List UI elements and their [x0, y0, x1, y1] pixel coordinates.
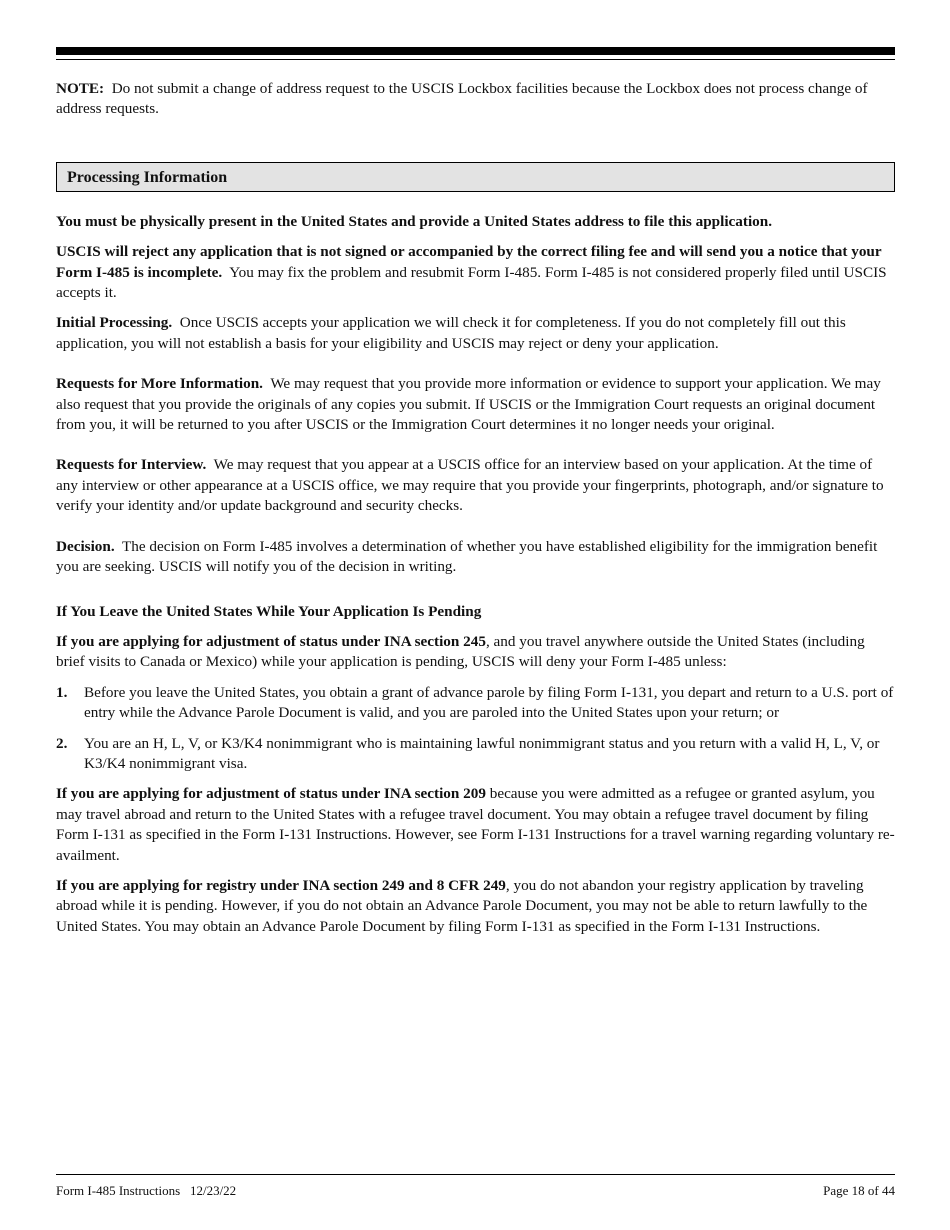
initial-processing-text: Once USCIS accepts your application we will check it for completeness. If you do not completely fill out this application, you will not establish a basis for your eligibility and USCIS may reject or deny your application.	[56, 314, 846, 352]
leave-us-heading: If You Leave the United States While Your Application Is Pending	[56, 602, 482, 620]
note-label: NOTE:	[56, 80, 105, 97]
list-item	[56, 683, 895, 724]
more-information-paragraph	[56, 374, 895, 435]
decision-label: Decision.	[56, 537, 115, 555]
footer-page-number: Page 18 of 44	[823, 1183, 895, 1198]
note-paragraph	[56, 79, 895, 120]
list-item-text: You are an H, L, V, or K3/K4 nonimmigrant who is maintaining lawful nonimmigrant status and you return with a valid H, L, V, or K3/K4 nonimmigrant visa.	[84, 734, 880, 772]
list-item-number: 1.	[56, 683, 68, 701]
leave-conditions-list	[56, 683, 895, 775]
note-text: Do not submit a change of address request to the USCIS Lockbox facilities because the Lockbox does not process change of address requests.	[56, 80, 868, 118]
section-209-bold: If you are applying for adjustment of status under INA section 209	[56, 785, 486, 803]
page-content	[56, 79, 895, 937]
reject-bold-text: USCIS will reject any application that is not signed or accompanied by the correct filing fee and will send you a notice that your Form I-485 is incomplete.	[56, 243, 882, 281]
section-245-bold: If you are applying for adjustment of status under INA section 245	[56, 632, 486, 650]
initial-processing-label: Initial Processing.	[56, 314, 173, 332]
list-item	[56, 734, 895, 775]
footer-form-info: Form I-485 Instructions 12/23/22	[56, 1183, 237, 1198]
reject-paragraph	[56, 242, 895, 303]
section-209-paragraph	[56, 784, 895, 866]
section-249-text: , you do not abandon your registry application by traveling abroad while it is pending. However, if you do not obtain an Advance Parole Document, you may not be able to return lawfully to the United States. You may obtain an Advance Parole Document by filing Form I-131 as specified in the Form I-131 Instructions.	[56, 876, 868, 935]
document-page	[56, 0, 895, 1230]
interview-text: We may request that you appear at a USCIS office for an interview based on your application. At the time of any interview or other appearance at a USCIS office, we may require that you provide your fingerprints, photograph, and/or signature to verify your identity and/or update background and security checks.	[56, 456, 884, 515]
top-thin-rule	[56, 59, 895, 60]
decision-paragraph	[56, 537, 895, 578]
presence-paragraph	[56, 212, 895, 232]
list-item-number: 2.	[56, 734, 68, 752]
decision-text: The decision on Form I-485 involves a determination of whether you have established eligibility for the immigration benefit you are seeking. USCIS will notify you of the decision in writing.	[56, 537, 878, 576]
more-information-label: Requests for More Information.	[56, 375, 263, 393]
reject-text: You may fix the problem and resubmit Form I-485. Form I-485 is not considered properly filed until USCIS accepts it.	[56, 263, 887, 302]
footer-rule	[56, 1174, 895, 1175]
presence-text: You must be physically present in the United States and provide a United States address to file this application.	[56, 212, 772, 230]
processing-information-header: Processing Information	[56, 162, 895, 192]
section-249-bold: If you are applying for registry under INA section 249 and 8 CFR 249	[56, 876, 506, 894]
section-249-paragraph	[56, 876, 895, 937]
section-245-text: , and you travel anywhere outside the United States (including brief visits to Canada or Mexico) while your application is pending, USCIS will deny your Form I-485 unless:	[56, 632, 865, 671]
top-thick-rule	[56, 47, 895, 55]
more-information-text: We may request that you provide more information or evidence to support your application. We may also request that you provide the originals of any copies you submit. If USCIS or the Immigration Court requests an original document from you, it will be returned to you after USCIS or the Immigration Court determines it no longer needs your original.	[56, 375, 881, 434]
initial-processing-paragraph	[56, 313, 895, 354]
section-245-paragraph	[56, 632, 895, 673]
interview-label: Requests for Interview.	[56, 456, 207, 474]
list-item-text: Before you leave the United States, you obtain a grant of advance parole by filing Form I-131, you depart and return to a U.S. port of entry while the Advance Parole Document is valid, and you are paroled into the United States upon your return; or	[84, 683, 894, 722]
section-209-text: because you were admitted as a refugee or granted asylum, you may travel abroad and return to the United States with a refugee travel document. You may obtain a refugee travel document by filing Form I-131 as specified in the Form I-131 Instructions. However, see Form I-131 Instructions for a travel warning regarding voluntary re-availment.	[56, 785, 895, 864]
interview-paragraph	[56, 455, 895, 516]
